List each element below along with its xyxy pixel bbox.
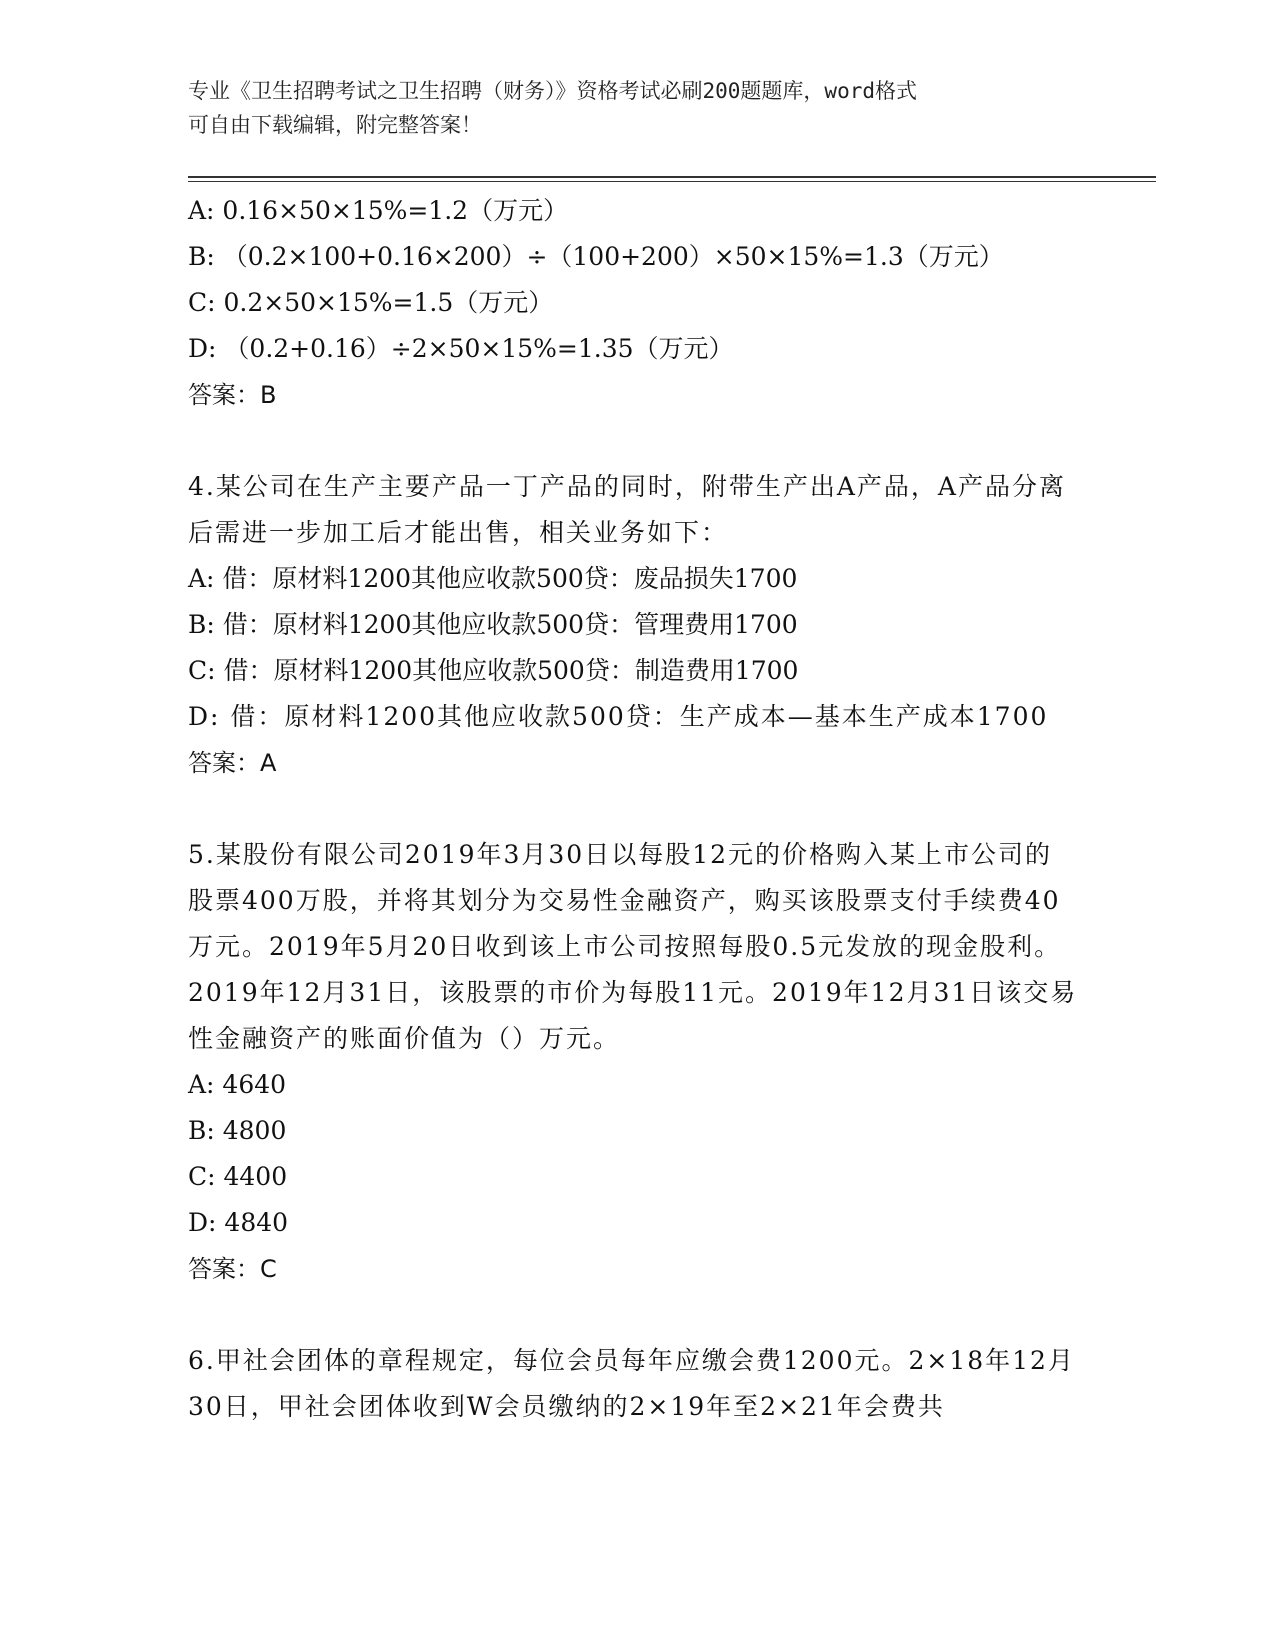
option-c: C: 0.2×50×15%=1.5（万元） — [188, 288, 554, 317]
answer: 答案：B — [188, 381, 277, 409]
answer: 答案：A — [188, 749, 277, 777]
header-divider — [188, 176, 1156, 178]
option-d: D: （0.2+0.16）÷2×50×15%=1.35（万元） — [188, 334, 734, 363]
question-4 — [188, 464, 1078, 786]
header-subtitle-line: 可自由下载编辑，附完整答案！ — [188, 113, 482, 137]
option-a: A: 4640 — [188, 1070, 287, 1099]
spacer — [188, 418, 1078, 464]
spacer — [188, 1292, 1078, 1338]
answer: 答案：C — [188, 1255, 277, 1283]
option-b: B: （0.2×100+0.16×200）÷（100+200）×50×15%=1.3（万元） — [188, 242, 1004, 271]
document-header — [188, 74, 1068, 142]
option-a: A: 借：原材料1200其他应收款500贷：废品损失1700 — [188, 564, 798, 593]
option-d: D: 4840 — [188, 1208, 289, 1237]
spacer — [188, 786, 1078, 832]
option-b: B: 借：原材料1200其他应收款500贷：管理费用1700 — [188, 610, 798, 639]
header-divider-thin — [188, 181, 1156, 182]
question-3 — [188, 188, 1078, 418]
question-5 — [188, 832, 1078, 1292]
question-stem: 4.某公司在生产主要产品一丁产品的同时，附带生产出A产品，A产品分离后需进一步加工后才能出售，相关业务如下： — [188, 472, 1066, 547]
question-stem: 5.某股份有限公司2019年3月30日以每股12元的价格购入某上市公司的股票400万股，并将其划分为交易性金融资产，购买该股票支付手续费40万元。2019年5月20日收到该上市公司按照每股0.5元发放的现金股利。2019年12月31日，该股票的市价为每股11元。2019年12月31日该交易性金融资产的账面价值为（）万元。 — [188, 840, 1078, 1053]
question-content — [188, 188, 1078, 1430]
question-6 — [188, 1338, 1078, 1430]
option-c: C: 4400 — [188, 1162, 288, 1191]
option-b: B: 4800 — [188, 1116, 287, 1145]
option-a: A: 0.16×50×15%=1.2（万元） — [188, 196, 569, 225]
question-stem: 6.甲社会团体的章程规定，每位会员每年应缴会费1200元。2×18年12月30日，甲社会团体收到W会员缴纳的2×19年至2×21年会费共 — [188, 1346, 1075, 1421]
header-title-line: 专业《卫生招聘考试之卫生招聘（财务）》资格考试必刷200题题库，word格式 — [188, 79, 917, 103]
option-c: C: 借：原材料1200其他应收款500贷：制造费用1700 — [188, 656, 799, 685]
option-d: D: 借：原材料1200其他应收款500贷：生产成本—基本生产成本1700 — [188, 702, 1049, 731]
